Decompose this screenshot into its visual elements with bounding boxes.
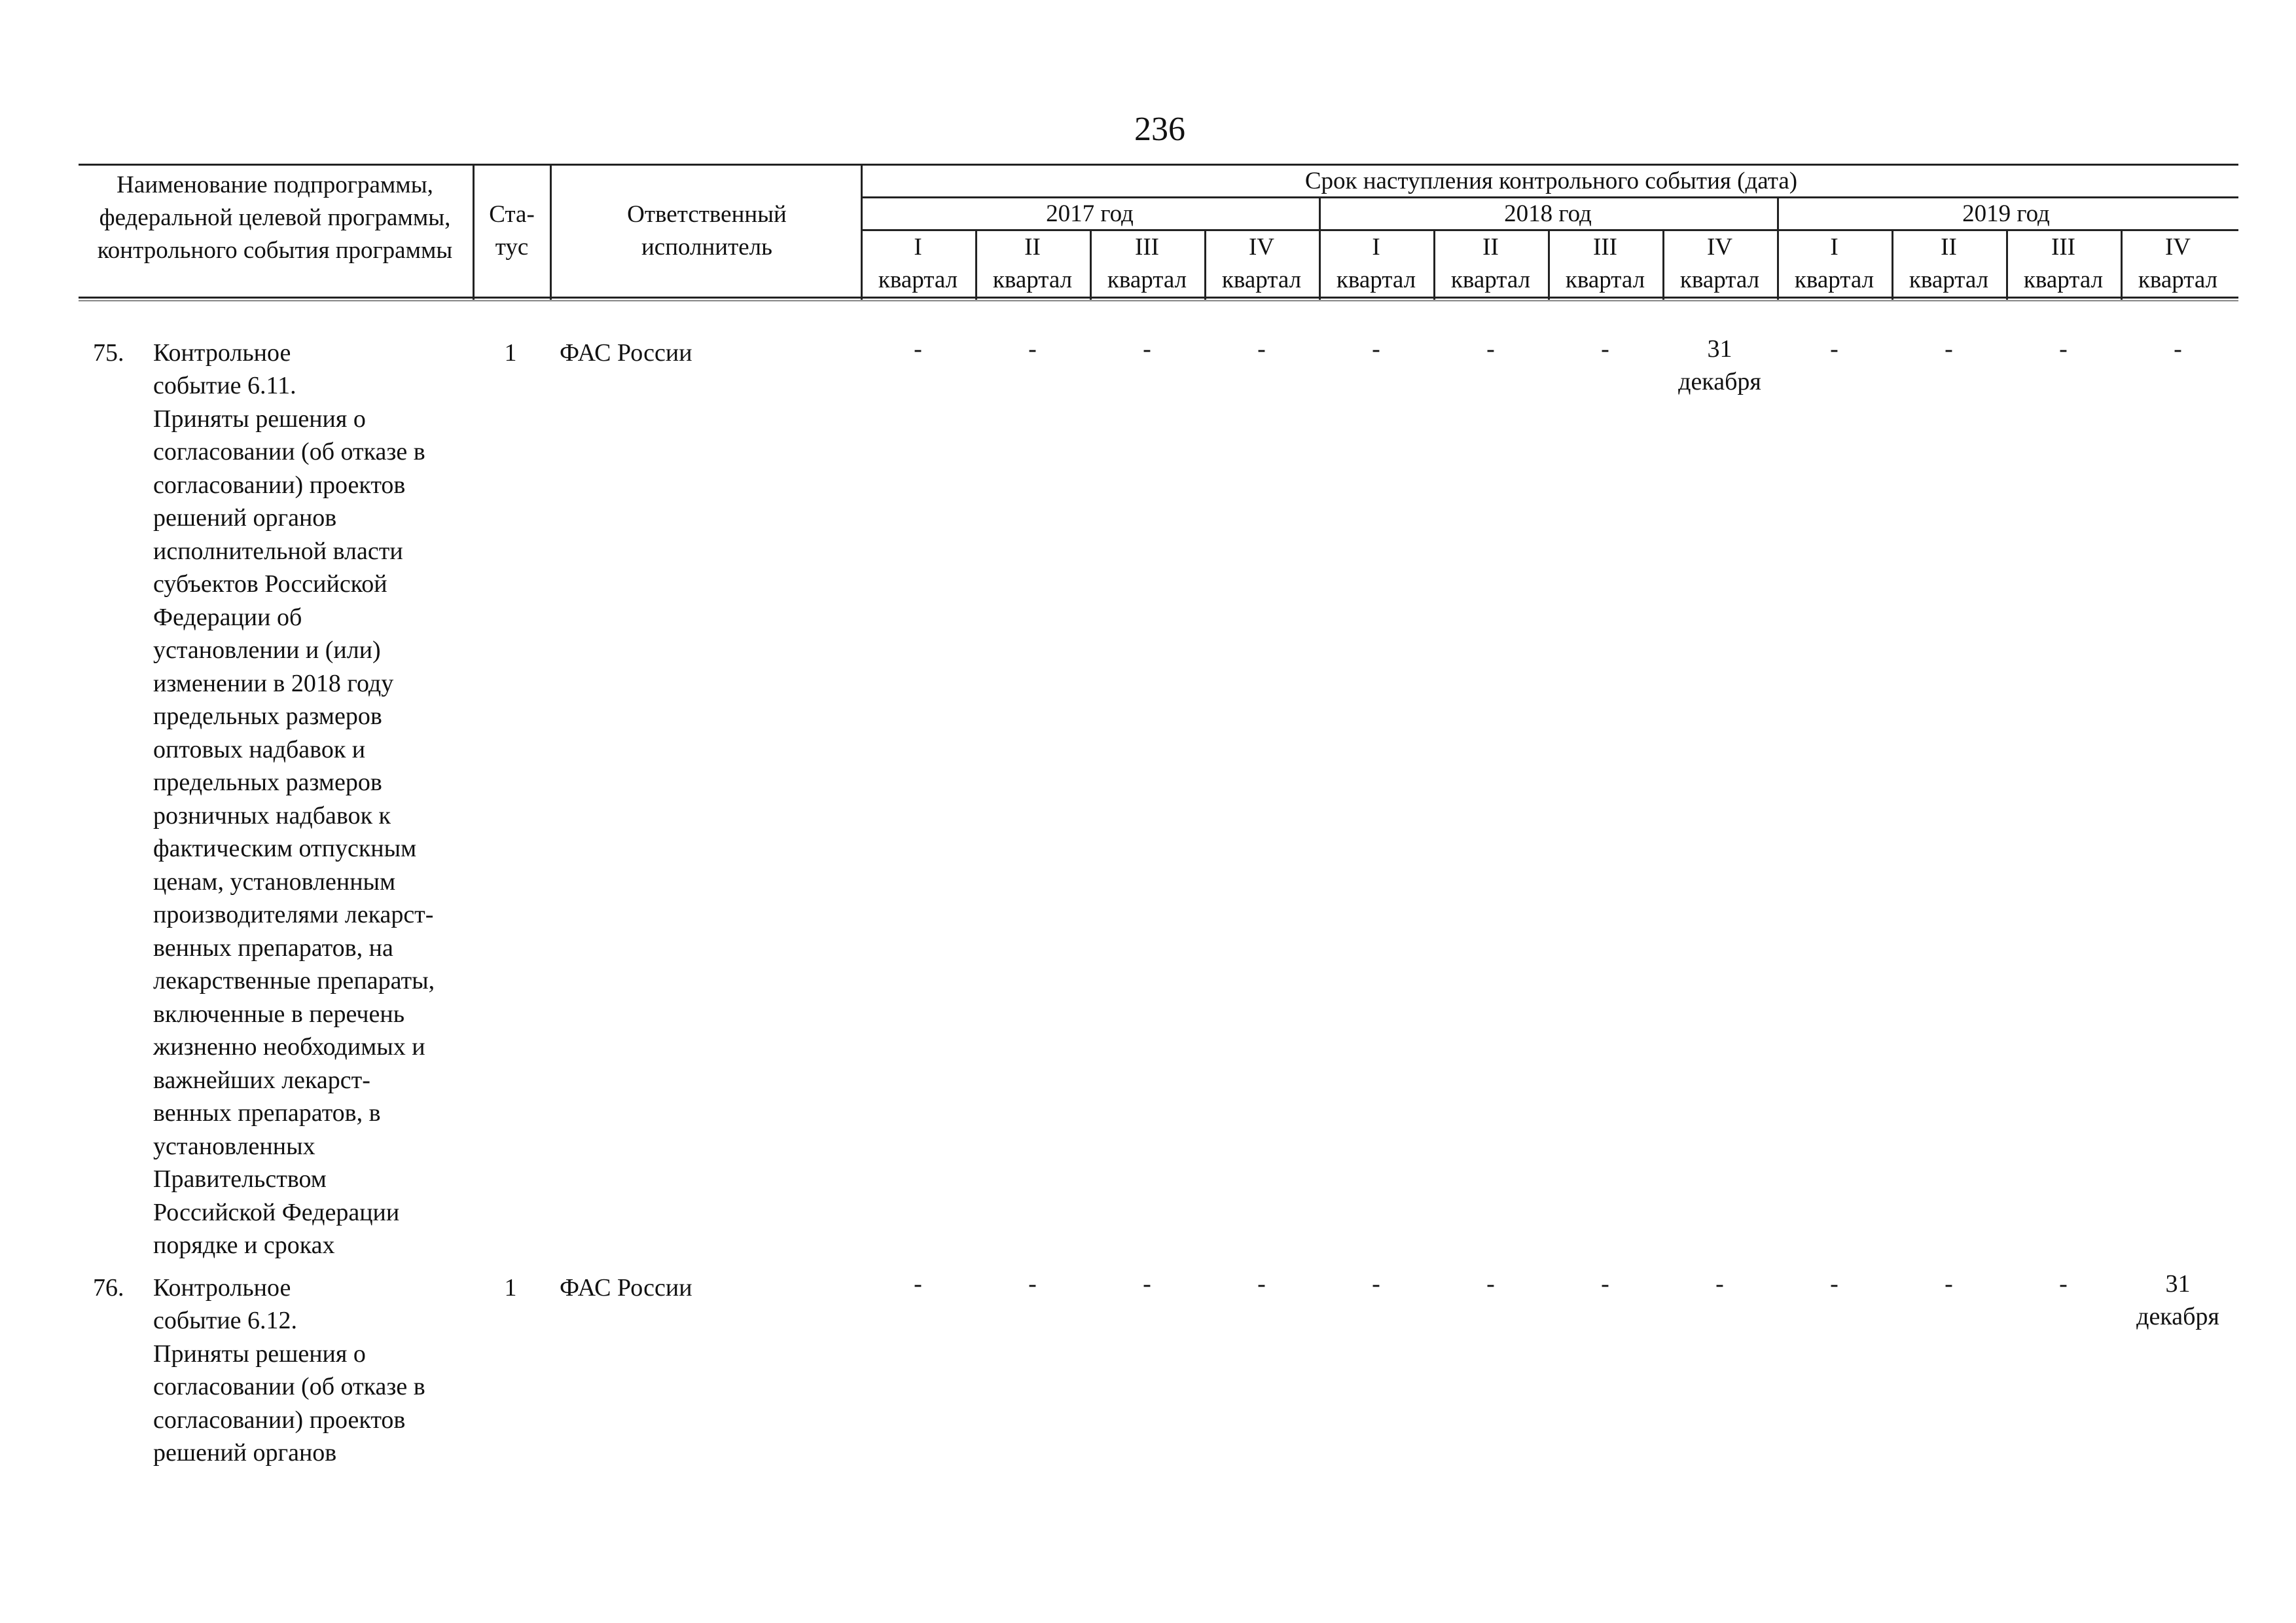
empty-date-cell: -	[1715, 1270, 1724, 1298]
event-title: Контрольное	[153, 1274, 291, 1302]
header-quarter-number: III	[1135, 234, 1159, 261]
empty-date-cell: -	[1257, 335, 1266, 363]
header-quarter-number: I	[1830, 234, 1839, 261]
empty-date-cell: -	[914, 1270, 922, 1298]
empty-date-cell: -	[1486, 335, 1495, 363]
header-quarter-word: квартал	[1565, 266, 1645, 293]
header-year-2019: 2019 год	[1962, 200, 2050, 227]
event-title: Контрольное	[153, 339, 291, 367]
empty-date-cell: -	[1945, 335, 1953, 363]
empty-date-cell: -	[1830, 1270, 1839, 1298]
header-quarter-number: III	[1593, 234, 1617, 261]
header-year-2017: 2017 год	[1046, 200, 1134, 227]
header-quarter-word: квартал	[1107, 266, 1187, 293]
header-quarter-number: II	[1024, 234, 1041, 261]
empty-date-cell: -	[2174, 335, 2182, 363]
empty-date-cell: -	[1028, 1270, 1037, 1298]
event-description: событие 6.11. Приняты решения о согласовании (об отказе в согласовании) проектов решений органов исполнительной власти субъектов Российской Федерации об установлении и (или) изменении в 2018 году предельных размеров оптовых надбавок и предельных размеров розничных надбавок к фактическим отпускным ценам, установленным производителями лекарст- венных препаратов, на лекарственные препараты, включенные в перечень жизненно необходимых и важнейших лекарст- венных препаратов, в установленных Правительством Российской Федерации порядке и сроках	[153, 372, 435, 1259]
header-year-2018: 2018 год	[1504, 200, 1592, 227]
header-quarter-word: квартал	[992, 266, 1073, 293]
header-quarter-word: квартал	[1450, 266, 1531, 293]
empty-date-cell: -	[2059, 1270, 2068, 1298]
empty-date-cell: -	[1372, 335, 1380, 363]
empty-date-cell: -	[1601, 335, 1609, 363]
header-quarter-number: IV	[1706, 234, 1733, 261]
empty-date-cell: -	[1143, 1270, 1151, 1298]
header-quarter-number: II	[1941, 234, 1957, 261]
empty-date-cell: -	[1486, 1270, 1495, 1298]
header-quarter-number: I	[1372, 234, 1380, 261]
executor-value: ФАС России	[560, 339, 692, 367]
date-cell: 31 декабря	[2136, 1270, 2219, 1330]
header-quarter-word: квартал	[1794, 266, 1874, 293]
header-quarter-word: квартал	[878, 266, 958, 293]
header-quarter-number: II	[1482, 234, 1499, 261]
header-executor-column: Ответственный исполнитель	[627, 201, 787, 261]
empty-date-cell: -	[1143, 335, 1151, 363]
empty-date-cell: -	[1830, 335, 1839, 363]
executor-value: ФАС России	[560, 1274, 692, 1302]
empty-date-cell: -	[1028, 335, 1037, 363]
header-quarter-word: квартал	[1679, 266, 1760, 293]
status-value: 1	[504, 1274, 517, 1302]
empty-date-cell: -	[1372, 1270, 1380, 1298]
empty-date-cell: -	[914, 335, 922, 363]
header-quarter-number: IV	[1248, 234, 1275, 261]
date-cell: 31 декабря	[1678, 335, 1761, 395]
header-quarter-word: квартал	[1909, 266, 1989, 293]
row-number: 76.	[93, 1274, 124, 1302]
row-number: 75.	[93, 339, 124, 367]
header-quarter-number: IV	[2164, 234, 2191, 261]
header-quarter-word: квартал	[1221, 266, 1302, 293]
empty-date-cell: -	[1257, 1270, 1266, 1298]
header-quarter-number: III	[2051, 234, 2075, 261]
header-status-column: Ста- тус	[489, 201, 535, 261]
event-description: событие 6.12. Приняты решения о согласовании (об отказе в согласовании) проектов решений органов	[153, 1307, 425, 1467]
header-quarter-number: I	[914, 234, 922, 261]
status-value: 1	[504, 339, 517, 367]
header-deadline-column: Срок наступления контрольного события (дата)	[1304, 168, 1798, 194]
empty-date-cell: -	[2059, 335, 2068, 363]
header-quarter-word: квартал	[1336, 266, 1416, 293]
header-quarter-word: квартал	[2138, 266, 2218, 293]
empty-date-cell: -	[1945, 1270, 1953, 1298]
header-name-column: Наименование подпрограммы, федеральной целевой программы, контрольного события программы	[97, 172, 453, 264]
empty-date-cell: -	[1601, 1270, 1609, 1298]
header-quarter-word: квартал	[2023, 266, 2104, 293]
page-number: 236	[1134, 111, 1185, 148]
